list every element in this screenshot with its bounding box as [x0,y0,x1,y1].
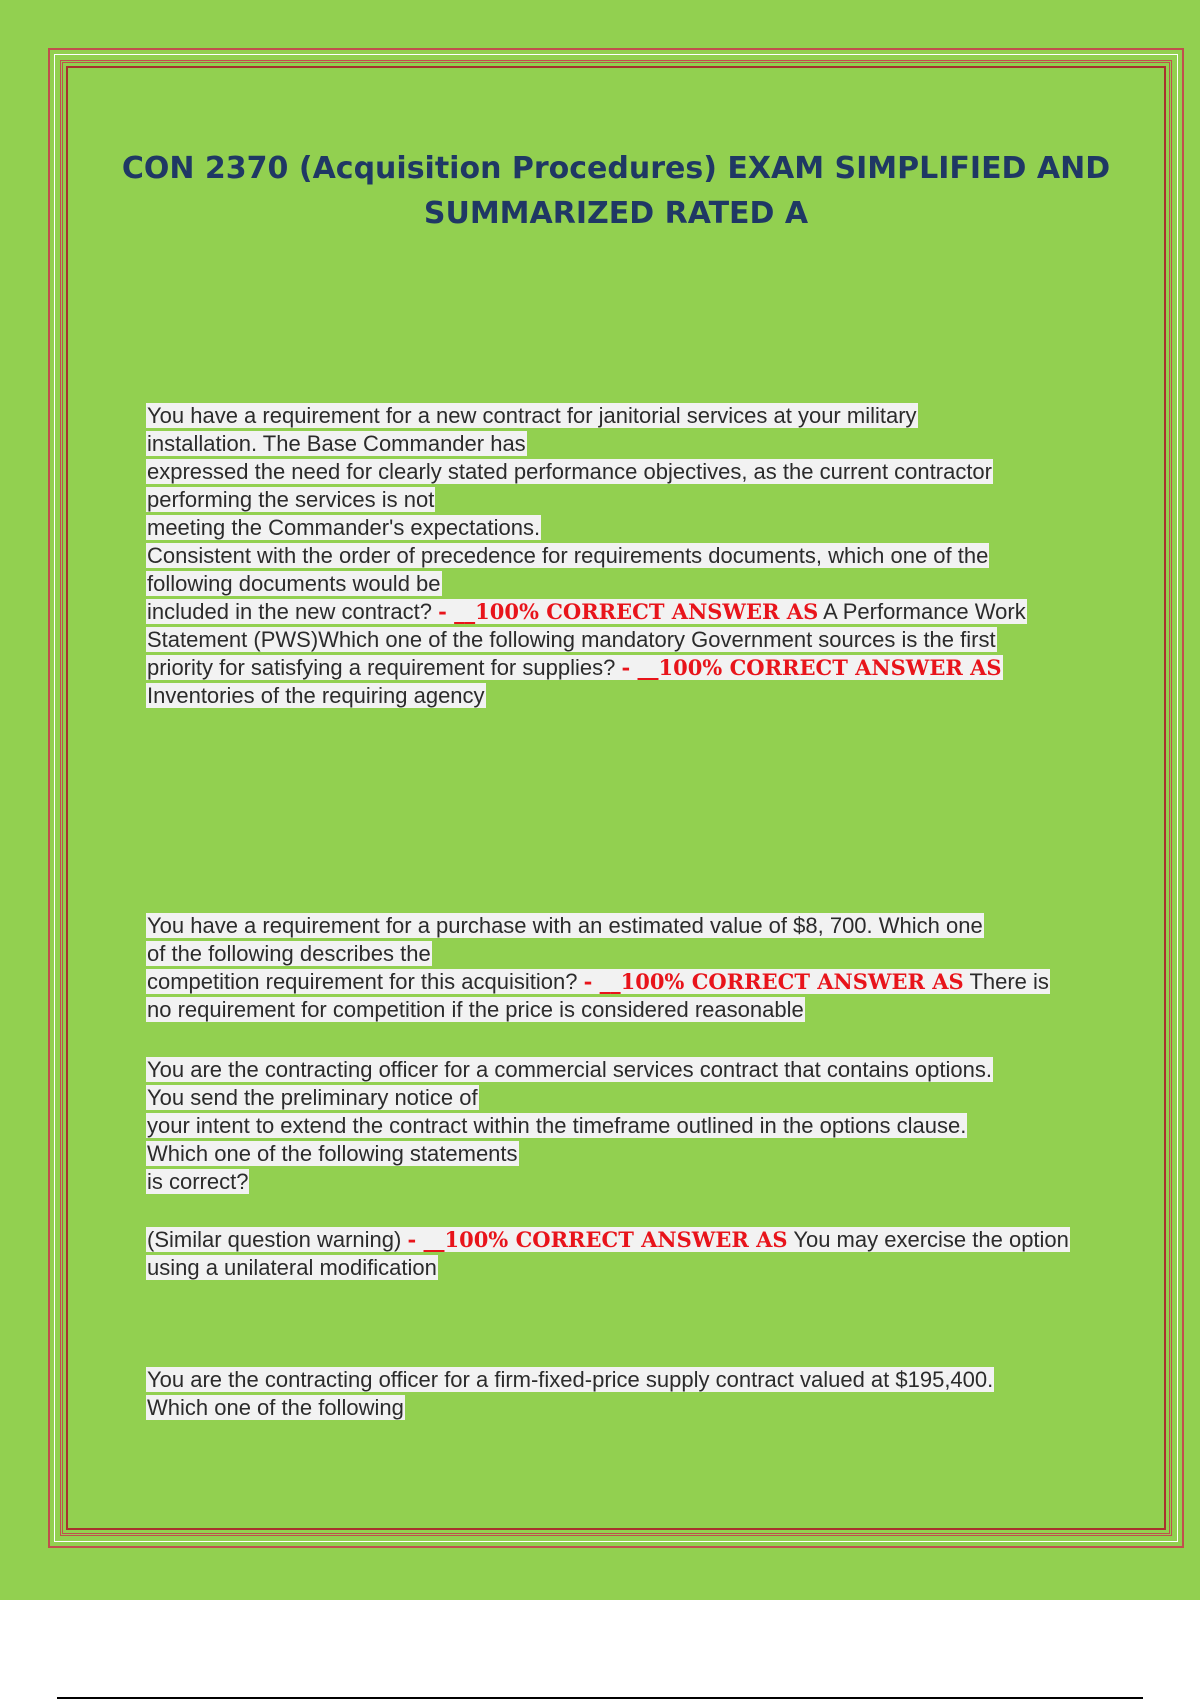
question-1-line-10: priority for satisfying a requirement for supplies? [147,655,622,680]
correct-answer-marker: - __100% CORRECT ANSWER AS [407,1227,788,1252]
correct-answer-marker: - __100% CORRECT ANSWER AS [621,655,1002,680]
question-1-line-9: Statement (PWS)Which one of the following mandatory Government sources is the first [147,627,996,652]
question-2-line-3: competition requirement for this acquisition? [147,969,584,994]
question-block-3 [146,1056,1096,1196]
document-title [120,146,1112,236]
answer-2-text: There is [963,969,1049,994]
answer-block-3 [146,1226,1096,1282]
question-2-line-1: You have a requirement for a purchase with an estimated value of $8, 700. Which one [147,913,983,938]
question-3-line-4: Which one of the following statements [147,1141,518,1166]
question-3-line-2: You send the preliminary notice of [147,1085,478,1110]
answer-3-intro: (Similar question warning) [147,1227,408,1252]
footer-rule [57,1697,1143,1699]
question-3-line-3: your intent to extend the contract within the timeframe outlined in the options clause. [147,1113,967,1138]
question-1-line-3: expressed the need for clearly stated performance objectives, as the current contractor [147,459,992,484]
title-line-1: CON 2370 (Acquisition Procedures) EXAM SIMPLIFIED AND [121,151,1111,186]
page-border-innermost [66,66,1166,1530]
answer-2-continued: no requirement for competition if the price is considered reasonable [147,997,804,1022]
question-1-line-1: You have a requirement for a new contract for janitorial services at your military [147,403,917,428]
question-block-4 [146,1366,1096,1422]
answer-3-text: You may exercise the option [787,1227,1069,1252]
answer-3-continued: using a unilateral modification [147,1255,437,1280]
question-2-line-2: of the following describes the [147,941,431,966]
question-block-2 [146,912,1096,1024]
question-1-line-8: included in the new contract? [147,599,439,624]
answer-1b-text: Inventories of the requiring agency [147,683,485,708]
question-1-line-7: following documents would be [147,571,441,596]
question-1-line-2: installation. The Base Commander has [147,431,526,456]
correct-answer-marker: - __100% CORRECT ANSWER AS [438,599,819,624]
question-3-line-1: You are the contracting officer for a commercial services contract that contains options. [147,1057,992,1082]
title-line-2: SUMMARIZED RATED A [423,196,809,231]
correct-answer-marker: - __100% CORRECT ANSWER AS [583,969,964,994]
question-block-1 [146,402,1096,710]
question-4-line-2: Which one of the following [147,1395,404,1420]
question-1-line-4: performing the services is not [147,487,435,512]
question-1-line-5: meeting the Commander's expectations. [147,515,541,540]
question-4-line-1: You are the contracting officer for a firm-fixed-price supply contract valued at $195,400. [147,1367,994,1392]
question-3-line-5: is correct? [147,1169,249,1194]
answer-1-text: A Performance Work [818,599,1026,624]
question-1-line-6: Consistent with the order of precedence for requirements documents, which one of the [147,543,989,568]
